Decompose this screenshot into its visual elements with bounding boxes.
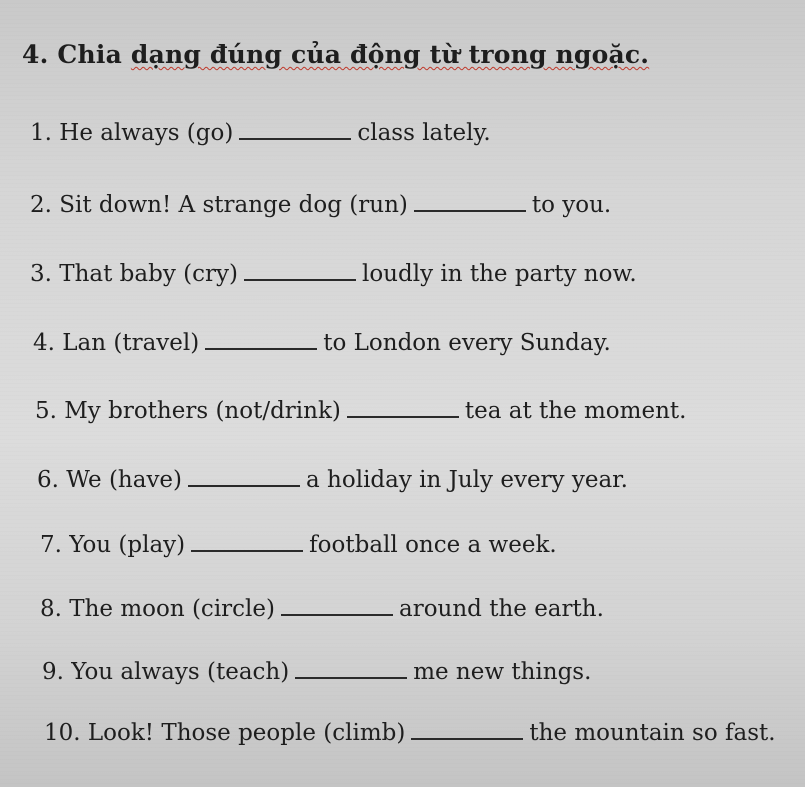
item-prompt: 1. He always (go) — [30, 120, 234, 146]
exercise-item-6 — [37, 465, 628, 493]
answer-blank[interactable] — [188, 465, 300, 487]
exercise-item-8 — [40, 594, 604, 622]
exercise-item-1 — [30, 118, 491, 146]
title-number: 4. — [22, 40, 49, 69]
item-continuation: a holiday in July every year. — [306, 467, 628, 493]
answer-blank[interactable] — [239, 118, 351, 140]
exercise-item-4 — [33, 328, 611, 356]
item-prompt: 3. That baby (cry) — [30, 261, 238, 287]
item-continuation: to London every Sunday. — [323, 330, 611, 356]
exercise-title — [22, 40, 649, 69]
item-continuation: around the earth. — [399, 596, 604, 622]
item-continuation: loudly in the party now. — [361, 261, 637, 287]
exercise-item-9 — [42, 657, 591, 685]
item-prompt: 2. Sit down! A strange dog (run) — [30, 192, 408, 218]
item-prompt: 6. We (have) — [37, 467, 183, 493]
item-prompt: 9. You always (teach) — [42, 659, 290, 685]
exercise-item-2 — [30, 190, 611, 218]
exercise-item-7 — [40, 530, 557, 558]
title-text-underlined: dạng đúng của động từ trong ngoặc. — [130, 40, 650, 69]
exercise-item-3 — [30, 259, 637, 287]
item-prompt: 7. You (play) — [40, 532, 186, 558]
answer-blank[interactable] — [191, 530, 303, 552]
item-continuation: tea at the moment. — [464, 398, 687, 424]
item-prompt: 10. Look! Those people (climb) — [44, 720, 406, 746]
answer-blank[interactable] — [281, 594, 393, 616]
title-text: Chia — [57, 40, 122, 69]
exercise-item-10 — [44, 718, 776, 746]
answer-blank[interactable] — [205, 328, 317, 350]
item-prompt: 4. Lan (travel) — [33, 330, 200, 356]
item-continuation: to you. — [531, 192, 612, 218]
item-prompt: 8. The moon (circle) — [40, 596, 275, 622]
answer-blank[interactable] — [295, 657, 407, 679]
answer-blank[interactable] — [414, 190, 526, 212]
item-continuation: class lately. — [357, 120, 491, 146]
item-continuation: the mountain so fast. — [529, 720, 776, 746]
item-continuation: me new things. — [413, 659, 592, 685]
answer-blank[interactable] — [411, 718, 523, 740]
exercise-item-5 — [35, 396, 686, 424]
answer-blank[interactable] — [347, 396, 459, 418]
answer-blank[interactable] — [244, 259, 356, 281]
item-prompt: 5. My brothers (not/drink) — [35, 398, 341, 424]
item-continuation: football once a week. — [309, 532, 557, 558]
